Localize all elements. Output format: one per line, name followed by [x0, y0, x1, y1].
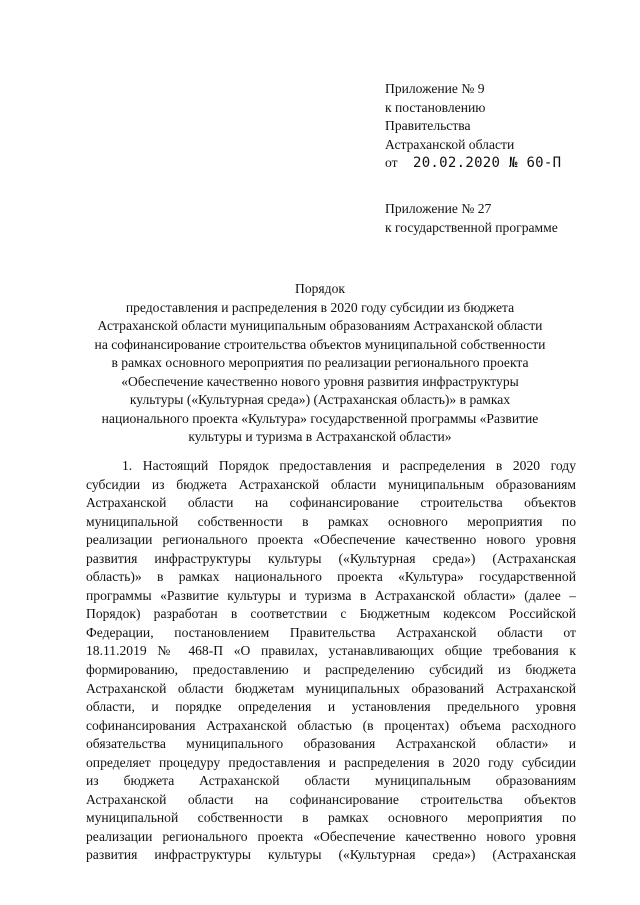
body-line: определяет процедуру предоставления и распределения в 2020 году субсидии — [86, 754, 576, 770]
body-line: программы «Развитие культуры и туризма в Астраханской области» (далее – — [86, 587, 576, 603]
title-line: культуры («Культурная среда») (Астраханская область)» в рамках — [129, 392, 511, 407]
body-line: 1. Настоящий Порядок предоставления и распределения в 2020 году — [122, 458, 576, 473]
body-paragraph — [86, 457, 576, 865]
document-title — [60, 280, 580, 447]
title-line: в рамках основного мероприятия по реализации регионального проекта — [111, 355, 529, 370]
title-line: «Обеспечение качественно нового уровня развития инфраструктуры — [121, 373, 519, 389]
title-line: на софинансирование строительства объектов муниципальной собственности — [94, 336, 546, 352]
body-line: реализации регионального проекта «Обеспечение качественно нового уровня — [86, 828, 576, 844]
body-line: из бюджета Астраханской области муниципальным образованиям — [86, 773, 576, 789]
appendix-line: Приложение № 27 — [385, 201, 492, 216]
decree-date-stamp: 20.02.2020 № 60-П — [412, 155, 562, 171]
title-line: Астраханской области муниципальным образованиям Астраханской области — [97, 318, 543, 333]
body-line: Астраханской области на софинансирование строительства объектов — [86, 791, 576, 807]
appendix-line: Астраханской области — [385, 136, 515, 152]
appendix-decree-reference — [385, 80, 561, 173]
body-line: Астраханской области на софинансирование строительства объектов — [86, 495, 576, 511]
body-line: Федерации, постановлением Правительства Астраханской области от — [86, 624, 576, 640]
body-line: муниципальной собственности в рамках основного мероприятия по — [86, 810, 576, 826]
body-line: развития инфраструктуры культуры («Культурная среда») (Астраханская — [86, 847, 576, 863]
title-line: предоставления и распределения в 2020 году субсидии из бюджета — [125, 299, 515, 315]
body-line: развития инфраструктуры культуры («Культурная среда») (Астраханская — [86, 550, 576, 566]
appendix-line: Правительства — [385, 118, 471, 133]
title-line: Порядок — [295, 281, 345, 296]
body-line: софинансирования Астраханской областью (в процентах) объема расходного — [86, 717, 576, 733]
body-line: субсидии из бюджета Астраханской области муниципальным образованиям — [86, 476, 576, 492]
appendix-line: к постановлению — [385, 99, 486, 115]
decree-date-row — [385, 154, 561, 173]
body-line: Астраханской области бюджетам муниципальных образований Астраханской — [86, 680, 576, 696]
date-prefix: от — [385, 155, 398, 170]
title-line: национального проекта «Культура» государственной программы «Развитие — [101, 410, 539, 426]
title-line: культуры и туризма в Астраханской области» — [188, 429, 452, 444]
body-line: 18.11.2019 № 468-П «О правилах, устанавливающих общие требования к — [86, 643, 576, 659]
body-line: обязательства муниципального образования Астраханской области» и — [86, 736, 576, 752]
body-line: области, и порядке определения и установления предельного уровня — [86, 699, 576, 715]
appendix-line: Приложение № 9 — [385, 81, 485, 96]
appendix-program-reference — [385, 200, 558, 237]
appendix-line: к государственной программе — [385, 219, 558, 235]
body-line: формированию, предоставлению и распределению субсидий из бюджета — [86, 662, 576, 678]
body-line: муниципальной собственности в рамках основного мероприятия по — [86, 513, 576, 529]
body-line: область)» в рамках национального проекта «Культура» государственной — [86, 569, 576, 585]
body-line: реализации регионального проекта «Обеспечение качественно нового уровня — [86, 532, 576, 548]
body-line: Порядок) разработан в соответствии с Бюджетным кодексом Российской — [86, 606, 576, 622]
